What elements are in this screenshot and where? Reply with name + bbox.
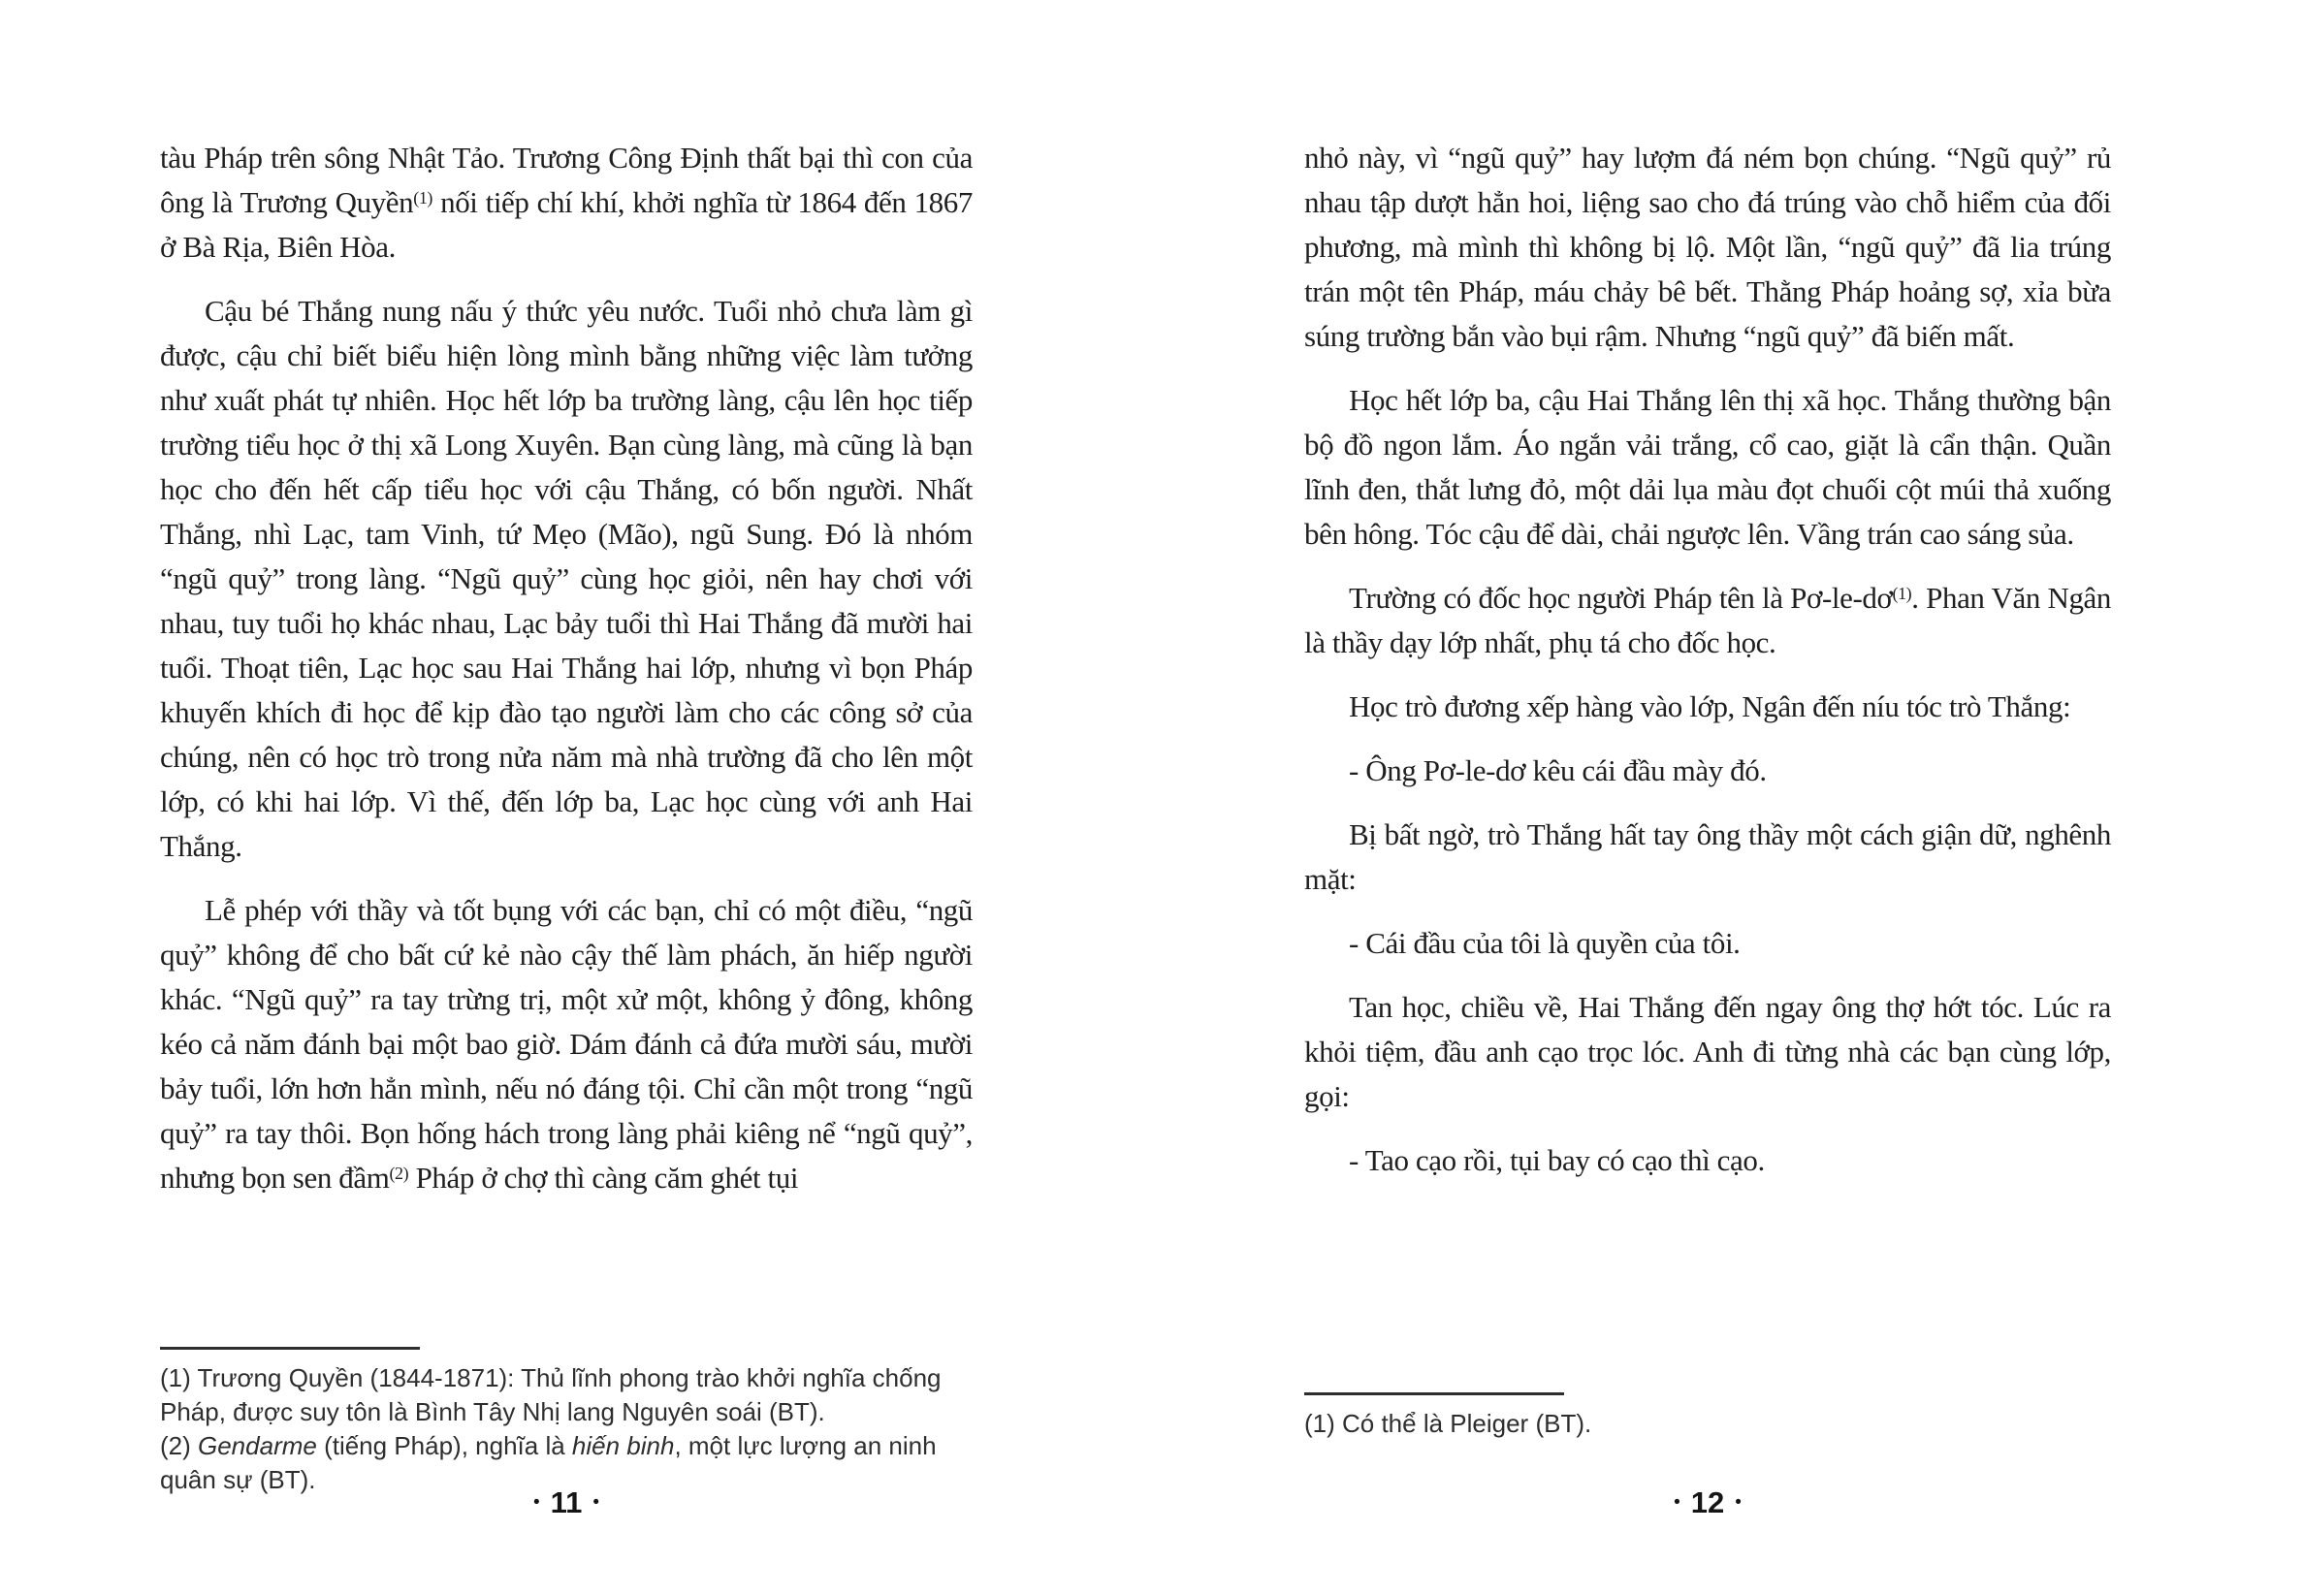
right-page-body	[1304, 136, 2111, 1183]
footnote: (1) Có thể là Pleiger (BT).	[1304, 1409, 1592, 1438]
paragraph: nhỏ này, vì “ngũ quỷ” hay lượm đá ném bọn chúng. “Ngũ quỷ” rủ nhau tập dượt hẳn hoi, liệng sao cho đá trúng vào chỗ hiểm của đối phương, mà mình thì không bị lộ. Một lần, “ngũ quỷ” đã lia trúng trán một tên Pháp, máu chảy bê bết. Thằng Pháp hoảng sợ, xỉa bừa súng trường bắn vào bụi rậm. Nhưng “ngũ quỷ” đã biến mất.	[1304, 141, 2111, 353]
right-page-footnote-list	[1304, 1407, 2124, 1441]
paragraph: Cậu bé Thắng nung nấu ý thức yêu nước. Tuổi nhỏ chưa làm gì được, cậu chỉ biết biểu hiện lòng mình bằng những việc làm tưởng như xuất phát tự nhiên. Học hết lớp ba trường làng, cậu lên học tiếp trường tiểu học ở thị xã Long Xuyên. Bạn cùng làng, mà cũng là bạn học cho đến hết cấp tiểu học với cậu Thắng, có bốn người. Nhất Thắng, nhì Lạc, tam Vinh, tứ Mẹo (Mão), ngũ Sung. Đó là nhóm “ngũ quỷ” trong làng. “Ngũ quỷ” cùng học giỏi, nên hay chơi với nhau, tuy tuổi họ khác nhau, Lạc bảy tuổi thì Hai Thắng đã mười hai tuổi. Thoạt tiên, Lạc học sau Hai Thắng hai lớp, nhưng vì bọn Pháp khuyến khích đi học để kịp đào tạo người làm cho các công sở của chúng, nên có học trò trong nửa năm mà nhà trường đã cho lên một lớp, có khi hai lớp. Vì thế, đến lớp ba, Lạc học cùng với anh Hai Thắng.	[160, 294, 973, 863]
left-page-number	[160, 1485, 973, 1520]
paragraph: Học trò đương xếp hàng vào lớp, Ngân đến níu tóc trò Thắng:	[1349, 689, 2071, 723]
paragraph: Lễ phép với thầy và tốt bụng với các bạn, chỉ có một điều, “ngũ quỷ” không để cho bất cứ kẻ nào cậy thế làm phách, ăn hiếp người khác. “Ngũ quỷ” ra tay trừng trị, một xử một, không ỷ đông, không kéo cả năm đánh bại một bao giờ. Dám đánh cả đứa mười sáu, mười bảy tuổi, lớn hơn hẳn mình, nếu nó đáng tội. Chỉ cần một trong “ngũ quỷ” ra tay thôi. Bọn hống hách trong làng phải kiêng nể “ngũ quỷ”, nhưng bọn sen đầm$^{(2)}$ Pháp ở chợ thì càng căm ghét tụi	[160, 893, 973, 1195]
right-page-number	[1304, 1485, 2111, 1520]
page-number-dot: •	[1735, 1492, 1742, 1513]
footnote: (2) Gendarme (tiếng Pháp), nghĩa là hiến binh, một lực lượng an ninh quân sự (BT).	[160, 1431, 937, 1494]
right-page-footnote-block	[1304, 1392, 2124, 1441]
page-number-value: 12	[1690, 1485, 1725, 1519]
paragraph: Trường có đốc học người Pháp tên là $Pơ-le-dơ^{(1)}$. Phan Văn Ngân là thầy dạy lớp nhất, phụ tá cho đốc học.	[1304, 581, 2112, 659]
paragraph: Bị bất ngờ, trò Thắng hất tay ông thầy một cách giận dữ, nghênh mặt:	[1304, 817, 2111, 896]
page-number-dot: •	[592, 1492, 600, 1513]
footnote-separator	[160, 1347, 420, 1350]
page-number-dot: •	[532, 1492, 540, 1513]
paragraph: Học hết lớp ba, cậu Hai Thắng lên thị xã học. Thắng thường bận bộ đồ ngon lắm. Áo ngắn vải trắng, cổ cao, giặt là cẩn thận. Quần lĩnh đen, thắt lưng đỏ, một dải lụa màu đọt chuối cột múi thả xuống bên hông. Tóc cậu để dài, chải ngược lên. Vầng trán cao sáng sủa.	[1304, 383, 2111, 551]
left-page-footnote-list	[160, 1361, 979, 1497]
paragraph: Tan học, chiều về, Hai Thắng đến ngay ông thợ hớt tóc. Lúc ra khỏi tiệm, đầu anh cạo trọc lóc. Anh đi từng nhà các bạn cùng lớp, gọi:	[1304, 990, 2111, 1113]
paragraph: - Tao cạo rồi, tụi bay có cạo thì cạo.	[1349, 1143, 1765, 1177]
left-page-body	[160, 136, 973, 1200]
page-number-dot: •	[1674, 1492, 1680, 1513]
paragraph: - Ông Pơ-le-dơ kêu cái đầu mày đó.	[1349, 753, 1767, 787]
paragraph: - Cái đầu của tôi là quyền của tôi.	[1349, 926, 1741, 960]
footnote-separator	[1304, 1392, 1564, 1395]
paragraph: tàu Pháp trên sông Nhật Tảo. Trương Công Định thất bại thì con của ông là Trương Quyền$^{(1)}$ nối tiếp chí khí, khởi nghĩa từ 1864 đến 1867 ở Bà Rịa, Biên Hòa.	[160, 141, 973, 264]
page-number-value: 11	[550, 1485, 583, 1519]
footnote: (1) Trương Quyền (1844-1871): Thủ lĩnh phong trào khởi nghĩa chống Pháp, được suy tôn là Bình Tây Nhị lang Nguyên soái (BT).	[160, 1363, 942, 1426]
left-page-footnote-block	[160, 1347, 979, 1497]
